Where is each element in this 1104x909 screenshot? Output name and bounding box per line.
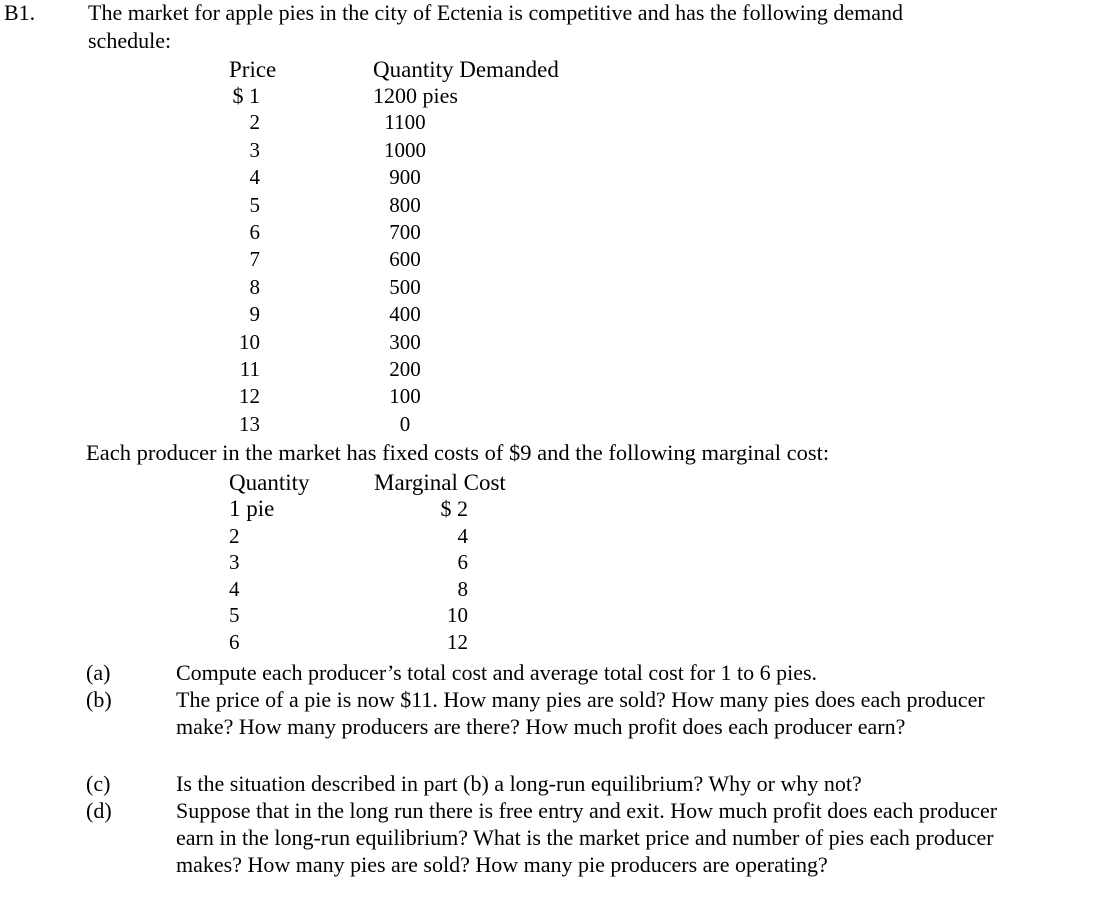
- demand-price-cell: 13: [239, 411, 260, 436]
- demand-price-cell: 12: [239, 384, 260, 409]
- cost-quantity-cell: 4: [229, 576, 240, 601]
- cost-mc-cell: 6: [457, 550, 468, 575]
- demand-price-cell: 9: [249, 302, 260, 327]
- cost-mc-column: [410, 496, 468, 656]
- demand-quantity-cell: 1100: [384, 110, 426, 135]
- demand-price-cell: $ 1: [232, 83, 260, 108]
- demand-price-cell: 2: [249, 110, 260, 135]
- demand-quantity-cell: 1200 pies: [373, 83, 458, 108]
- cost-quantity-cell: 1 pie: [229, 496, 275, 521]
- question-text: Suppose that in the long run there is free entry and exit. How much profit does each producer earn in the long-run equilibrium? What is the market price and number of pies each producer makes? How many pies are sold? How many pie producers are operating?: [176, 798, 998, 877]
- cost-intro: Each producer in the market has fixed costs of $9 and the following marginal cost:: [86, 440, 830, 465]
- cost-mc-cell: $ 2: [440, 496, 468, 521]
- demand-header-quantity: Quantity Demanded: [373, 57, 559, 82]
- cost-mc-cell: 12: [447, 629, 468, 654]
- cost-header-mc: Marginal Cost: [374, 470, 506, 495]
- problem-intro-line1: The market for apple pies in the city of Ectenia is competitive and has the following demand: [88, 0, 903, 25]
- cost-header-quantity: Quantity: [229, 470, 310, 495]
- question-letter: (c): [86, 771, 111, 796]
- problem-number: B1.: [4, 0, 36, 25]
- demand-quantity-cell: 400: [389, 302, 421, 327]
- demand-price-cell: 8: [249, 274, 260, 299]
- demand-price-cell: 6: [249, 219, 260, 244]
- cost-mc-cell: 8: [457, 576, 468, 601]
- cost-quantity-cell: 6: [229, 629, 240, 654]
- demand-quantity-cell: 0: [399, 411, 411, 436]
- question-text: Is the situation described in part (b) a long-run equilibrium? Why or why not?: [176, 771, 862, 796]
- question-text: Compute each producer’s total cost and average total cost for 1 to 6 pies.: [176, 660, 818, 685]
- demand-price-cell: 4: [249, 165, 260, 190]
- demand-quantity-cell: 600: [389, 247, 421, 272]
- question-letter: (a): [86, 660, 111, 685]
- demand-price-cell: 10: [239, 329, 260, 354]
- question-letter: (b): [86, 687, 112, 712]
- cost-mc-cell: 4: [457, 523, 468, 548]
- problem-intro-line2: schedule:: [88, 28, 172, 53]
- cost-quantity-column: [229, 496, 309, 656]
- cost-mc-cell: 10: [447, 603, 468, 628]
- demand-quantity-cell: 500: [389, 274, 421, 299]
- demand-price-cell: 5: [249, 192, 260, 217]
- demand-price-cell: 3: [249, 137, 260, 162]
- cost-quantity-cell: 3: [229, 550, 240, 575]
- demand-price-column: [212, 82, 260, 438]
- demand-quantity-cell: 900: [389, 165, 421, 190]
- demand-quantity-cell: 300: [389, 329, 421, 354]
- question-letter: (d): [86, 798, 112, 823]
- demand-quantity-cell: 700: [389, 219, 421, 244]
- demand-quantity-cell: 200: [389, 356, 421, 381]
- cost-quantity-cell: 2: [229, 523, 240, 548]
- demand-quantity-column: [330, 82, 480, 438]
- demand-header-price: Price: [229, 57, 277, 82]
- demand-price-cell: 11: [239, 356, 260, 381]
- question-text: The price of a pie is now $11. How many pies are sold? How many pies does each producer make? How many producers are there? How much profit does each producer earn?: [176, 687, 985, 739]
- cost-quantity-cell: 5: [229, 603, 240, 628]
- demand-quantity-cell: 1000: [384, 137, 426, 162]
- demand-quantity-cell: 800: [389, 192, 421, 217]
- demand-quantity-cell: 100: [389, 384, 421, 409]
- demand-price-cell: 7: [249, 247, 260, 272]
